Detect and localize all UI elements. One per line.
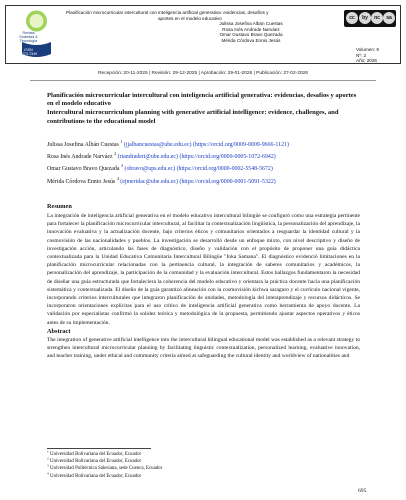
sa-icon: sa	[383, 12, 395, 24]
author-name: Rosa Inés Andrade Narváez	[47, 154, 113, 161]
author-affiliation-mark: 4	[116, 175, 119, 181]
year: Año: 2026	[356, 58, 377, 64]
nc-icon: nc	[371, 12, 383, 24]
resumen-text: La integración de inteligencia artificial generativa en el modelo educativo intercultural bilingüe se configuró como una estrategia pertinente para fortalecer la planificación microcurricular intercultural, al facilitar la contextualización lingüística, la personalización del aprendizaje, la innovación evaluativa y la actualización docente, bajo criterios éticos y comunitarios orientados a resguardar la identidad cultural y la cosmovisión de las nacionalidades y pueblos. La investigación se desarrolló desde un enfoque mixto, con nivel descriptivo y diseño de investigación acción, articulando las fases de diagnóstico, diseño y validación con el propósito de proponer una guía didáctica contextualizada para la Unidad Educativa Comunitaria Intercultural Bilingüe "Inka Samana". El diagnóstico evidenció limitaciones en la planificación microcurricular relacionadas con la pertinencia cultural, la integración de saberes comunitarios y académicos, la personalización del aprendizaje, la participación de la comunidad y la evaluación intercultural. Estos hallazgos fundamentaron la necesidad de diseñar una guía estructurada que fortaleciera la coherencia del modelo educativo y orientara la práctica docente hacia una planificación sistemática y contextualizada. El diseño de la guía garantizó alineación con la cosmovisión kichwa saraguro y el currículo nacional vigente, incorporando criterios interculturales que integraron planificación de unidades, metodología del interaprendizaje y recursos didácticos. Se incorporaron orientaciones explícitas para el uso crítico de inteligencia artificial generativa como herramienta de apoyo docente. La validación por especialistas confirmó la solidez teórica y metodológica de la propuesta, permitiendo ajustar aspectos operativos y éticos antes de su implementación.	[47, 213, 360, 326]
abstract-heading: Abstract	[47, 327, 71, 335]
author-entry	[47, 139, 360, 151]
author-name: Omar Gustavo Bravo Quezada	[47, 166, 120, 173]
author-entry	[47, 151, 360, 163]
author-orcid[interactable]: (https://orcid.org/0009-0005-1072-6942)	[179, 154, 276, 161]
title-english: Intercultural microcurriculum planning with generative artificial intelligence: evidence, challenges, and contributions to the educational model	[47, 109, 339, 125]
footnote: $^3$ Universidad Politécnica Salesiana, sede Cuenca, Ecuador	[47, 463, 163, 472]
resumen-heading: Resumen	[47, 203, 72, 210]
author-affiliation-mark: 1	[120, 138, 123, 144]
footnotes	[47, 451, 367, 480]
title-spanish: Planificación microcurricular intercultural con inteligencia artificial generativa: evidencias, desafíos y aportes en el modelo educativo	[47, 92, 357, 108]
logo-line-2: Sociedad &	[19, 35, 38, 39]
author-entry	[47, 163, 360, 175]
page-number: 695	[358, 488, 367, 494]
author-email[interactable]: (jjalbancuestas@ube.edu.ec)	[123, 141, 192, 148]
issue-number: Nº: 2	[356, 52, 367, 58]
footnote: $^2$ Universidad Bolivariana del Ecuador, Ecuador	[47, 456, 142, 465]
author-orcid[interactable]: (https://orcid.org/0000-0001-5091-5322)	[179, 178, 276, 185]
journal-header	[5, 5, 401, 64]
author-email[interactable]: (ejmeridac@ube.edu.ec)	[120, 178, 179, 185]
footnote-divider	[47, 448, 151, 449]
author-affiliation-mark: 3	[120, 163, 124, 169]
divider	[30, 80, 376, 81]
author-entry	[47, 176, 360, 188]
running-author: Rosa Inés Andrade Narváez	[222, 26, 280, 32]
author-email[interactable]: (obravo@ups.edu.ec)	[124, 166, 176, 173]
running-title-line-1: Planificación microcurricular intercultural con inteligencia artificial generativa: evidencias, desafíos y	[66, 10, 269, 15]
author-orcid[interactable]: (https://orcid.org/0009-0009-9666-1121)	[192, 141, 289, 148]
author-affiliation-mark: 2	[114, 151, 117, 157]
logo-line-1: Revista	[22, 31, 35, 35]
author-name: Julissa Josefina Albán Cuestas	[47, 141, 119, 148]
running-title-line-2: aportes en el modelo educativo	[158, 15, 222, 21]
author-orcid[interactable]: (https://orcid.org/0000-0002-5548-5672)	[176, 166, 273, 173]
footnote: $^4$ Universidad Bolivariana del Ecuador, Ecuador	[47, 470, 142, 479]
logo-line-5: 2773-7349	[19, 52, 38, 56]
volume: Volumen: 9	[356, 47, 379, 52]
footnote: $^1$ Universidad Bolivariana del Ecuador, Ecuador	[47, 449, 142, 457]
author-email[interactable]: (riandraderi@ube.edu.ec)	[117, 154, 178, 161]
author-name: Mérida Córdova Ennio Jesús	[47, 178, 116, 185]
cc-icon: cc	[346, 12, 358, 24]
running-author: Julissa Josefina Albán Cuestas	[219, 21, 283, 27]
issue-info	[356, 47, 379, 64]
by-icon: by	[359, 12, 371, 24]
logo-line-3: Tecnología	[19, 39, 38, 43]
running-author: Mérida Córdova Ennio Jesús	[221, 37, 281, 43]
running-author: Omar Gustavo Bravo Quezada	[219, 32, 283, 38]
article-body	[47, 92, 360, 360]
logo-line-4: ISSN	[24, 48, 33, 52]
abstract-text: The integration of generative artificial intelligence into the intercultural bilingual educational model was established as a relevant strategy to strengthen intercultural microcurricular planning by facilitating linguistic contextualization, personalized learning, evaluative innovation, and teacher training, under ethical and community criteria aimed at safeguarding the cultural identity and worldview of nationalities and	[47, 336, 360, 360]
publication-dates: Recepción: 20-11-2025 | Revisión: 29-12-2025 | Aprobación: 29-01-2026 | Publicación: 27-02-2026	[98, 71, 308, 76]
creative-commons-license-badge[interactable]	[344, 10, 396, 27]
running-header	[66, 10, 336, 44]
author-list	[47, 139, 360, 188]
